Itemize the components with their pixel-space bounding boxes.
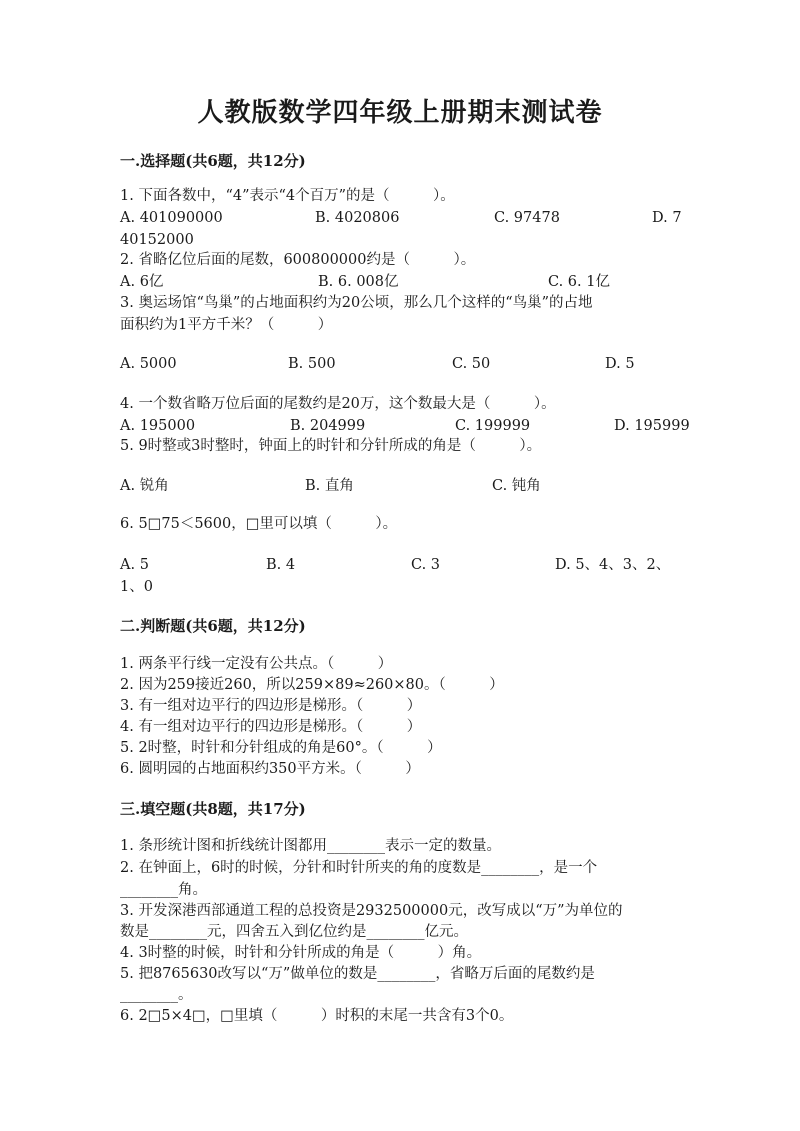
question-stem: 2. 省略亿位后面的尾数，600800000约是（ ）。 <box>120 252 476 268</box>
option-d-continued: 1、0 <box>120 579 153 595</box>
option-c: C. 钝角 <box>492 478 541 494</box>
option-a: A. 195000 <box>120 418 196 434</box>
option-b: B. 4020806 <box>315 210 400 226</box>
question-stem: 3. 奥运场馆“鸟巢”的占地面积约为20公顷，那么几个这样的“鸟巢”的占地 <box>120 295 593 311</box>
option-b: B. 500 <box>288 356 336 372</box>
judgement-item: 6. 圆明园的占地面积约350平方米。（ ） <box>120 761 420 777</box>
question-stem: 5. 9时整或3时整时，钟面上的时针和分针所成的角是（ ）。 <box>120 438 542 454</box>
option-b: B. 6. 008亿 <box>318 274 399 290</box>
judgement-item: 3. 有一组对边平行的四边形是梯形。（ ） <box>120 698 422 714</box>
fill-in-item: 3. 开发深港西部通道工程的总投资是2932500000元，改写成以“万”为单位的 <box>120 903 623 919</box>
fill-in-item: 5. 把8765630改写以“万”做单位的数是________，省略万后面的尾数约是 <box>120 966 595 982</box>
option-a: A. 5000 <box>120 356 177 372</box>
question-stem: 1. 下面各数中，“4”表示“4个百万”的是（ ）。 <box>120 188 455 204</box>
section-heading-fill-in: 三.填空题(共8题，共17分) <box>120 800 306 818</box>
judgement-item: 2. 因为259接近260，所以259×89≈260×80。（ ） <box>120 677 504 693</box>
judgement-item: 1. 两条平行线一定没有公共点。（ ） <box>120 656 393 672</box>
option-d: D. 195999 <box>614 418 690 434</box>
fill-in-item: 1. 条形统计图和折线统计图都用________表示一定的数量。 <box>120 838 501 854</box>
fill-in-item-continued: ________角。 <box>120 882 207 898</box>
fill-in-item: 2. 在钟面上，6时的时候，分针和时针所夹的角的度数是________，是一个 <box>120 860 598 876</box>
question-stem: 6. 5□75＜5600，□里可以填（ ）。 <box>120 516 398 532</box>
section-heading-judgement: 二.判断题(共6题，共12分) <box>120 617 306 635</box>
fill-in-item-continued: 数是________元，四舍五入到亿位约是________亿元。 <box>120 924 468 940</box>
option-d: D. 5 <box>605 356 635 372</box>
option-c: C. 97478 <box>494 210 560 226</box>
option-a: A. 401090000 <box>120 210 223 226</box>
option-d-continued: 40152000 <box>120 232 194 248</box>
option-d: D. 5、4、3、2、 <box>555 557 671 573</box>
section-heading-choice: 一.选择题(共6题，共12分) <box>120 152 306 170</box>
option-a: A. 锐角 <box>120 478 169 494</box>
judgement-item: 4. 有一组对边平行的四边形是梯形。（ ） <box>120 719 422 735</box>
option-b: B. 204999 <box>290 418 366 434</box>
question-stem-continued: 面积约为1平方千米？（ ） <box>120 317 333 333</box>
option-c: C. 50 <box>452 356 491 372</box>
judgement-item: 5. 2时整，时针和分针组成的角是60°。（ ） <box>120 740 442 756</box>
option-a: A. 5 <box>120 557 149 573</box>
fill-in-item: 6. 2□5×4□，□里填（ ）时积的末尾一共含有3个0。 <box>120 1008 514 1024</box>
question-stem: 4. 一个数省略万位后面的尾数约是20万，这个数最大是（ ）。 <box>120 396 556 412</box>
page-title: 人教版数学四年级上册期末测试卷 <box>197 98 603 128</box>
option-a: A. 6亿 <box>120 274 164 290</box>
option-c: C. 6. 1亿 <box>548 274 610 290</box>
option-c: C. 199999 <box>455 418 531 434</box>
option-b: B. 4 <box>266 557 296 573</box>
option-c: C. 3 <box>411 557 441 573</box>
option-b: B. 直角 <box>305 478 354 494</box>
fill-in-item-continued: ________。 <box>120 987 193 1003</box>
option-d: D. 7 <box>652 210 682 226</box>
fill-in-item: 4. 3时整的时候，时针和分针所成的角是（ ）角。 <box>120 945 482 961</box>
